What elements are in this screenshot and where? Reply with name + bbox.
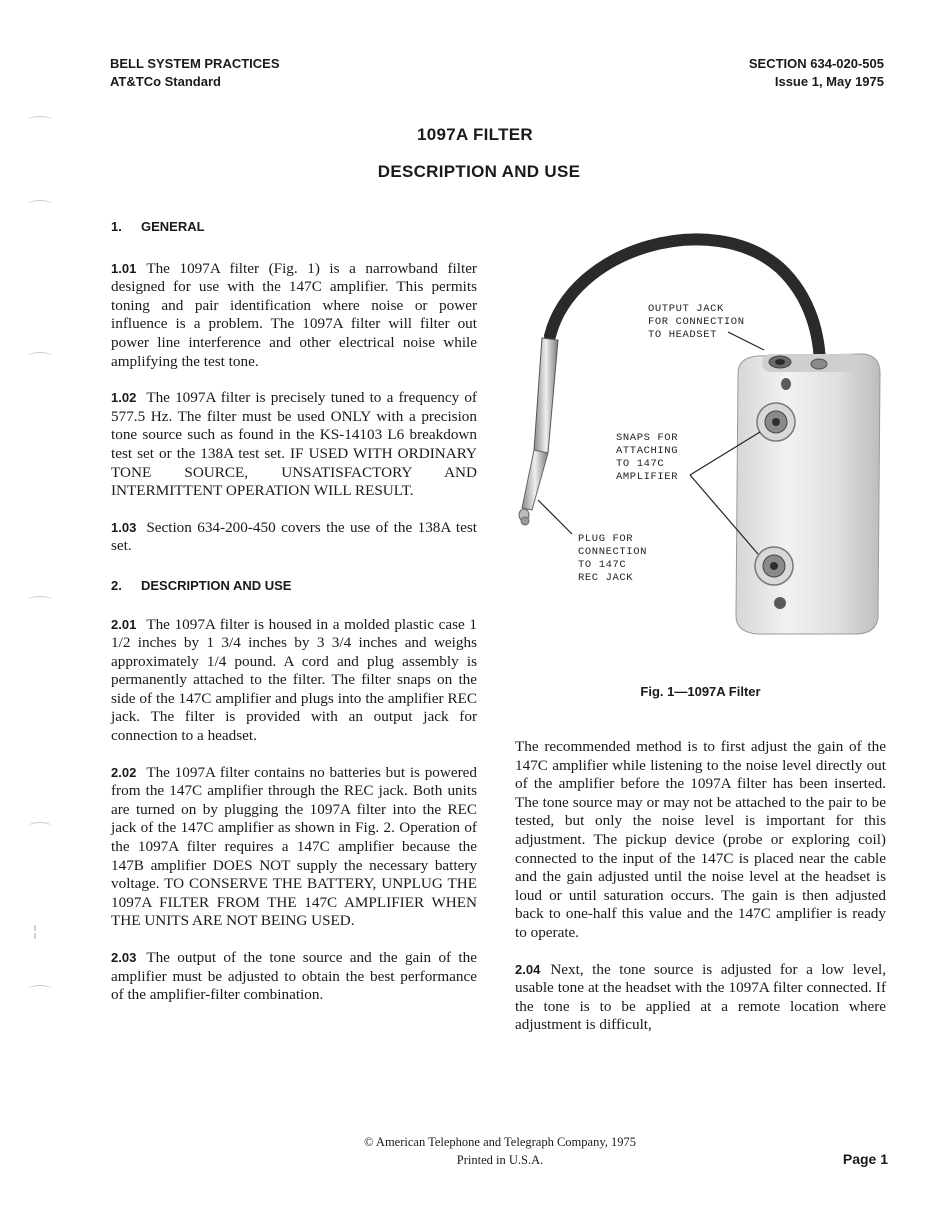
header-issue: Issue 1, May 1975 xyxy=(774,74,884,89)
paragraph-number: 2.04 xyxy=(515,961,541,977)
paragraph-number: 2.01 xyxy=(111,616,137,632)
paragraph-2-03 xyxy=(111,949,477,1005)
leader-plug xyxy=(538,500,572,534)
paragraph-1-03 xyxy=(111,519,477,556)
leader-output-jack xyxy=(728,332,764,350)
page-footer xyxy=(0,1133,950,1169)
document-header-right xyxy=(749,55,884,91)
paragraph-2-04 xyxy=(515,961,886,1035)
label-output-jack-line2: FOR CONNECTION xyxy=(648,316,745,328)
header-practices: BELL SYSTEM PRACTICES xyxy=(110,56,280,71)
section-title: DESCRIPTION AND USE xyxy=(141,577,292,593)
right-column xyxy=(515,738,886,1035)
section-number: 1. xyxy=(111,219,122,234)
paragraph-text: The output of the tone source and the gain of the amplifier must be adjusted to obtain the best performance of the amplifier-filter combination. xyxy=(111,949,477,1004)
binder-hole-mark xyxy=(28,822,52,831)
section-title: GENERAL xyxy=(141,219,205,234)
label-plug-line4: REC JACK xyxy=(578,572,634,584)
binder-hole-mark xyxy=(28,352,52,361)
header-standard: AT&TCo Standard xyxy=(110,74,221,89)
paragraph-number: 2.03 xyxy=(111,950,137,965)
paragraph-1-02 xyxy=(111,389,477,501)
page-number: Page 1 xyxy=(842,1151,888,1167)
label-snaps-line3: TO 147C xyxy=(616,458,665,470)
section-heading-general xyxy=(111,218,477,237)
paragraph-2-03-continued: The recommended method is to first adjust the gain of the 147C amplifier while listening to the noise level directly out of the amplifier before the 1097A filter has been inserted. The tone source may or may not be attached to the pair to be tested, but only the noise level is important for this adjustment. The pickup device (probe or exploring coil) connected to the input of the 147C is placed near the cable and the gain adjusted until the noise level at the headset is loud or until saturation occurs. The gain is then adjusted back to one-half this value and the 147C amplifier is ready to operate. xyxy=(515,738,886,941)
paragraph-1-01 xyxy=(111,260,477,372)
label-plug-line1: PLUG FOR xyxy=(578,533,634,545)
label-plug-line2: CONNECTION xyxy=(578,546,648,558)
printed-line: Printed in U.S.A. xyxy=(456,1153,544,1167)
section-heading-description xyxy=(111,577,477,596)
paragraph-text: The 1097A filter contains no batteries but is powered from the 147C amplifier through the REC jack. Both units are turned on by plugging the 1097A filter into the REC jack of the 147C amplifier as shown in Fig. 2. Operation of the 1097A filter requires a 147C amplifier because the 147B amplifier DOES NOT supply the necessary battery voltage. TO CONSERVE THE BATTERY, UNPLUG THE 1097A FILTER FROM THE 147C AMPLIFIER WHEN THE UNITS ARE NOT BEING USED. xyxy=(111,763,477,930)
paragraph-text: The 1097A filter (Fig. 1) is a narrowband filter designed for use with the 147C amplifier. This permits toning and pair identification where noise or power influence is a problem. The 1097A filter will filter out power line interference and other electrical noise while amplifying the test tone. xyxy=(111,259,477,370)
paragraph-number: 1.02 xyxy=(111,390,137,406)
binder-hole-mark xyxy=(28,596,52,605)
filter-illustration xyxy=(512,228,892,668)
label-snaps-line4: AMPLIFIER xyxy=(616,471,679,483)
binder-hole-mark xyxy=(28,985,52,994)
figure-1097a-filter xyxy=(512,228,892,668)
copyright-line: © American Telephone and Telegraph Company, 1975 xyxy=(363,1135,637,1149)
figure-caption: Fig. 1—1097A Filter xyxy=(640,684,761,699)
scan-speck xyxy=(34,925,36,931)
paragraph-2-02 xyxy=(111,764,477,931)
label-plug-line3: TO 147C xyxy=(578,559,627,571)
paragraph-number: 2.02 xyxy=(111,764,137,780)
paragraph-number: 1.03 xyxy=(111,519,137,535)
document-title: 1097A FILTER xyxy=(416,125,534,144)
scan-speck xyxy=(34,933,36,939)
plug-graphic xyxy=(519,338,558,525)
label-output-jack-line3: TO HEADSET xyxy=(648,329,718,341)
document-subtitle: DESCRIPTION AND USE xyxy=(377,162,581,181)
header-section-number: SECTION 634-020-505 xyxy=(748,56,884,71)
paragraph-2-01 xyxy=(111,616,477,746)
label-snaps-line2: ATTACHING xyxy=(616,445,679,457)
binder-hole-mark xyxy=(28,200,52,209)
document-header-left xyxy=(110,55,280,91)
paragraph-text: The 1097A filter is precisely tuned to a frequency of 577.5 Hz. The filter must be used ONLY with a precision tone source such as found in the KS-14103 L6 breakdown test set or the 138A test set. IF USED WITH ORDINARY TONE SOURCE, UNSATISFACTORY AND INTERMITTENT OPERATION WILL RESULT. xyxy=(111,389,477,500)
paragraph-text: Next, the tone source is adjusted for a low level, usable tone at the headset with the 1097A filter connected. If the tone is to be applied at a remote location where adjustment is difficult, xyxy=(515,960,886,1034)
paragraph-text: The 1097A filter is housed in a molded plastic case 1 1/2 inches by 1 3/4 inches by 3 3/4 inches and weighs approximately 1/4 pound. A cord and plug assembly is permanently attached to the filter. The filter snaps on the side of the 147C amplifier and plugs into the amplifier REC jack. The filter is provided with an output jack for connection to a headset. xyxy=(111,615,477,745)
label-snaps-line1: SNAPS FOR xyxy=(616,432,679,444)
binder-hole-mark xyxy=(28,116,52,125)
paragraph-number: 1.01 xyxy=(111,260,137,276)
label-output-jack-line1: OUTPUT JACK xyxy=(648,303,724,315)
section-number: 2. xyxy=(111,577,122,593)
filter-case-graphic xyxy=(736,354,880,634)
paragraph-text: Section 634-200-450 covers the use of the 138A test set. xyxy=(111,518,477,555)
left-column xyxy=(111,218,477,1005)
